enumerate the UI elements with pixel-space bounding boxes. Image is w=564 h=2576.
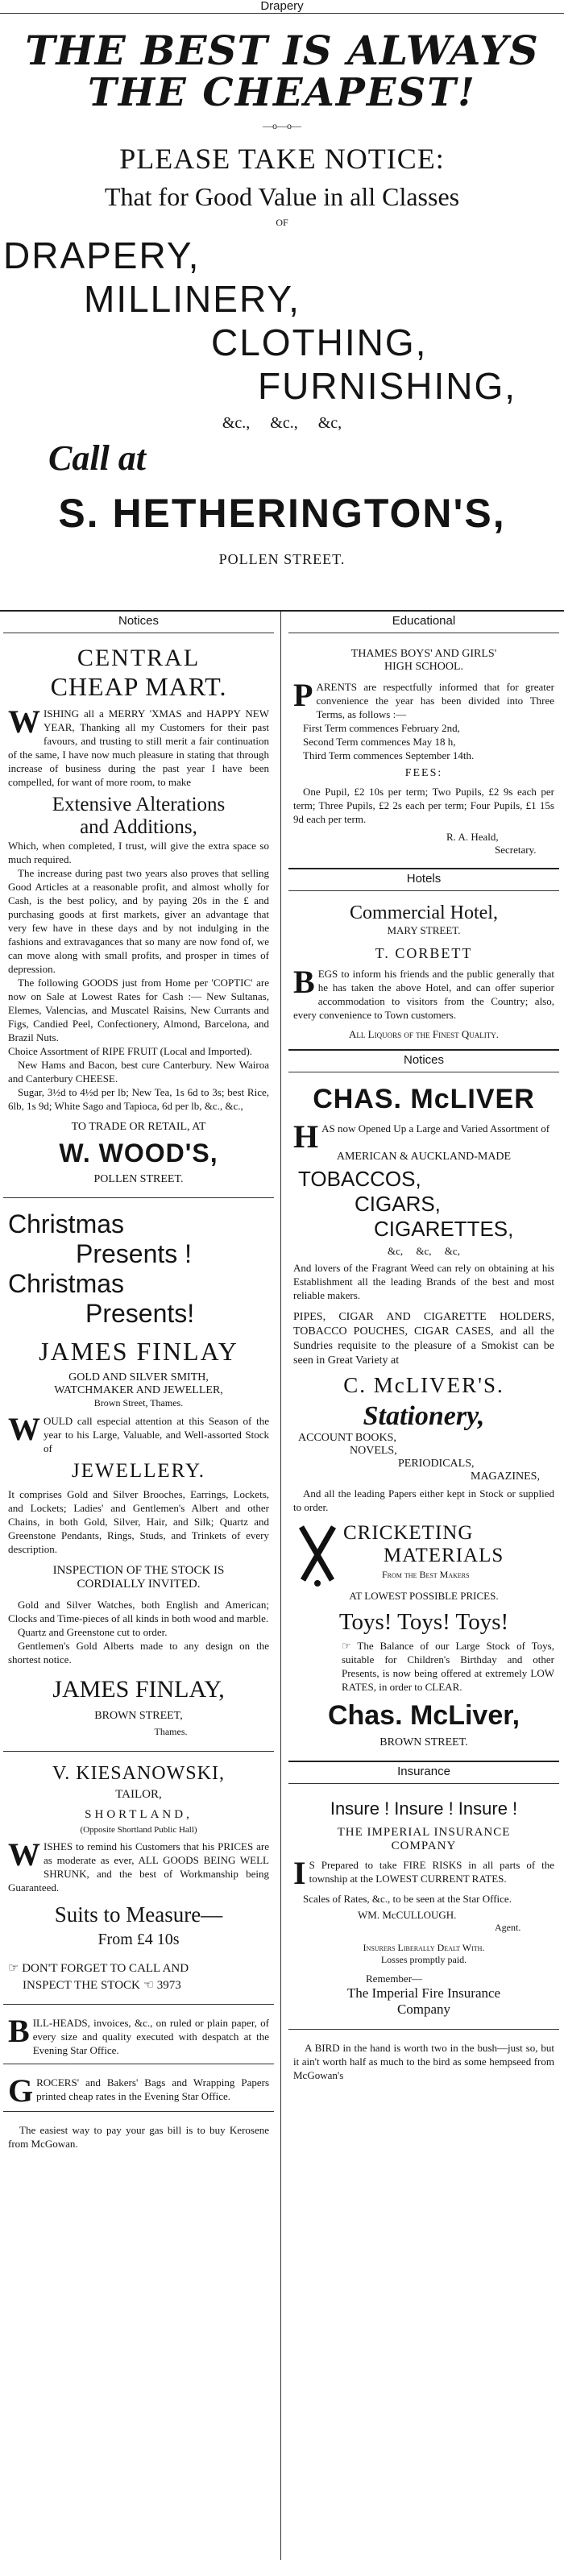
xmas-4: Presents! [85,1299,195,1328]
term-1: First Term commences February 2nd, [303,722,460,734]
insurers-1: Insurers Liberally Dealt With. [363,1942,485,1953]
dropcap: P [293,677,313,713]
mcliver-p1: AS now Opened Up a Large and Varied Assortment of [321,1122,550,1135]
school-p1: ARENTS are respectfully informed that for greater convenience the year has been divided into Three Terms, as follows :— [316,681,554,720]
mart-p3: The increase during past two years also proves that selling Good Articles at a reasonable profit, and almost wholly for Cash, is the best policy, and by paying 20s in the £ and purchasing goods at first markets, giver an advantage that very few have in these days and by not indulging in the fashions and extravagances that so many are now fond of, we can move along with small profits, and prosper in times of depression. [8,867,269,975]
remember: Remember— [366,1972,423,1985]
finlay-street: Brown Street, Thames. [93,1397,184,1408]
finlay-intro [8,1411,269,1455]
xmas-3: Christmas [8,1269,125,1298]
xmas-2: Presents ! [76,1239,193,1268]
shop-name: S. HETHERINGTON'S, [58,491,506,536]
mcliver-intro [293,1118,554,1155]
woods-street: POLLEN STREET. [93,1173,184,1185]
hotel-p1: EGS to inform his friends and the public generally that he has taken the above Hotel, and can offer superior accommodation to visitors from the Country; also, every convenience to Town customers. [293,968,554,1021]
bird-note: A BIRD in the hand is worth two in the bush—just so, but it ain't worth half as much to the bird as some hempseed from McGowan's [293,2042,554,2081]
dropcap: B [8,2013,30,2049]
school-ad [288,633,559,857]
finlay-p3: Gold and Silver Watches, both English and American; Clocks and Time-pieces of all kinds in both wood and marble. [8,1599,269,1624]
school-sig-title: Secretary. [495,844,537,856]
dropcap: H [293,1118,319,1155]
inspect-1: INSPECTION OF THE STOCK IS [52,1564,225,1577]
magazines: MAGAZINES, [471,1471,540,1483]
tobaccos: TOBACCOS, [298,1167,421,1191]
banner-line1: THE BEST IS ALWAYS [25,27,539,74]
dont-forget-2: INSPECT THE STOCK ☜ 3973 [23,1979,181,1992]
finlay-trade1: GOLD AND SILVER SMITH, [68,1371,209,1383]
mart-heading1: Extensive Alterations [52,794,226,815]
dropcap: W [8,1836,40,1873]
of-label: OF [276,217,288,228]
section-drapery-label: Drapery [260,0,304,13]
mart-p2: Which, when completed, I trust, will give the extra space so much required. [8,840,269,865]
insure-headline: Insure ! Insure ! Insure ! [330,1798,518,1819]
term-3: Third Term commences September 14th. [303,749,475,761]
insurance-p1: S Prepared to take FIRE RISKS in all parts of the township at the LOWEST CURRENT RATES. [309,1859,554,1885]
hotels-header: Hotels [406,872,442,886]
finlay-trade2: WATCHMAKER AND JEWELLER, [54,1384,223,1396]
left-column [3,612,274,2151]
finlay-p5: Gentlemen's Gold Alberts made to any design on the shortest notice. [8,1640,269,1665]
company-1: THE IMPERIAL INSURANCE [337,1826,511,1839]
hotel-ad [288,891,559,1041]
kiesanowski-ad [3,1752,274,2004]
mart-intro [8,703,269,789]
remember-3: Company [396,2001,451,2017]
furnishing-heading: FURNISHING, [258,365,516,407]
agent-title: Agent. [495,1922,521,1933]
term-2: Second Term commences May 18 h, [303,736,456,748]
mcliver-p2: AMERICAN & AUCKLAND-MADE [336,1151,512,1163]
jewellery-heading: JEWELLERY. [71,1460,206,1482]
millinery-heading: MILLINERY, [84,278,301,320]
mart-trade: TO TRADE OR RETAIL, AT [71,1121,206,1133]
finlay-name: JAMES FINLAY [39,1337,238,1366]
kerosene-note: The easiest way to pay your gas bill is to buy Kerosene from McGowan. [8,2124,269,2150]
fees-text: One Pupil, £2 10s per term; Two Pupils, £2 9s each per term; Three Pupils, £2 2s each per term; Four Pupils, £1 15s 9d each per term. [293,786,554,825]
column-divider [280,612,281,2560]
fees-heading: FEES: [404,767,443,779]
shop-street: POLLEN STREET. [218,551,346,567]
value-line: That for Good Value in all Classes [104,182,460,211]
finlay-p1: OULD call especial attention at this Season of the year to his Large, Valuable, and Well-assorted Stock of [44,1415,269,1454]
mcliver-sig: Chas. McLiver, [327,1700,520,1731]
mcliver-sig-street: BROWN STREET. [379,1736,468,1748]
banner-divider: —o—o— [263,120,301,131]
cricket-2: MATERIALS [384,1545,504,1566]
woods-name: W. WOOD'S, [59,1139,218,1168]
grocers-body [8,2072,269,2109]
etc-line: &c., &c., &c, [222,414,342,432]
novels: NOVELS, [350,1445,397,1457]
mart-title1: CENTRAL [77,645,201,671]
hotel-intro [293,964,554,1022]
finlay-p4: Quartz and Greenstone cut to order. [18,1626,168,1638]
mart-title2: CHEAP MART. [50,672,227,701]
finlay-ad [3,1198,274,1738]
periodicals: PERIODICALS, [398,1458,475,1470]
notice-heading: PLEASE TAKE NOTICE: [119,143,445,175]
mart-p7: Sugar, 3½d to 4½d per lb; New Tea, 1s 6d to 3s; best Rice, 6lb, 1s 9d; White Sago and Tapioca, 6d per lb, &c., &c., [8,1086,269,1112]
cricket-3: From the Best Makers [382,1569,470,1580]
central-cheap-mart-ad [3,633,274,1186]
school-title2: HIGH SCHOOL. [384,661,463,673]
insurance-ad [288,1784,559,2018]
spacer [8,1993,269,2004]
dropcap: G [8,2072,34,2109]
kies-place: SHORTLAND, [85,1808,193,1821]
dropcap: W [8,1411,40,1447]
kies-name: V. KIESANOWSKI, [52,1763,225,1784]
mart-heading2: and Additions, [80,816,197,838]
notices-header-right: Notices [403,1053,445,1067]
cricket-4: AT LOWEST POSSIBLE PRICES. [349,1590,499,1602]
kies-p1: ISHES to remind his Customers that his PRICES are as moderate as ever, ALL GOODS BEING WELL SHRUNK, and the best of Workmanship being Guaranteed. [8,1840,269,1894]
dropcap: B [293,964,315,1000]
drapery-heading: DRAPERY, [3,234,201,276]
hotel-street: MARY STREET. [387,924,461,936]
cricket-1: CRICKETING [343,1522,474,1544]
agent-name: WM. McCULLOUGH. [358,1909,457,1921]
mart-p4: The following GOODS just from Home per 'COPTIC' are now on Sale at Lowest Rates for Cash :— New Sultanas, Elemes, Valencias, and Muscatel Raisins, New Currants and Figs, Candied Peel, Confectionery, Almond, Barcelona, and Brazil Nuts. [8,977,269,1043]
school-title1: THAMES BOYS' AND GIRLS' [350,648,497,660]
finlay-sig-town: Thames. [154,1726,188,1737]
xmas-1: Christmas [8,1209,125,1238]
kies-trade: TAILOR, [115,1788,162,1801]
insurers-2: Losses promptly paid. [380,1954,467,1965]
cigarettes: CIGARETTES, [374,1217,514,1241]
call-at: Call at [48,438,147,478]
cricket-block [293,1520,554,1590]
mcliver-ad [288,1072,559,1749]
mart-p6: New Hams and Bacon, best cure Canterbury. New Wairoa and Canterbury CHEESE. [8,1059,269,1085]
mcliver-p4: And all the leading Papers either kept in Stock or supplied to order. [293,1487,554,1513]
finlay-p2: It comprises Gold and Silver Brooches, Earrings, Lockets, and Lockets; Ladies' and Gentlemen's Albert and other Chains, in both Gold, Silver, Hair, and Silk; Quartz and Greenstone Pendants, Rings, Studs, and Trinkets of every description. [8,1488,269,1555]
grocers-ad [3,2064,274,2111]
cigars: CIGARS, [355,1192,441,1216]
liquors-line: All Liquors of the Finest Quality. [349,1028,499,1040]
mcliver-etc: &c, &c, &c, [388,1245,460,1257]
suits-heading: Suits to Measure— [54,1902,223,1927]
mcliver-p5: ☞ The Balance of our Large Stock of Toys, suitable for Children's Birthday and other Presents, is now being offered at extremely LOW RATES, in order to CLEAR. [342,1640,554,1693]
toys-heading: Toys! Toys! Toys! [338,1609,509,1635]
cricket-bats-icon [295,1522,340,1587]
insurance-header: Insurance [397,1765,450,1778]
grocers-text: ROCERS' and Bakers' Bags and Wrapping Papers printed cheap rates in the Evening Star Office. [36,2076,269,2102]
mart-p1: ISHING all a MERRY 'XMAS and HAPPY NEW YEAR, Thanking all my Customers for their past favours, and trusting to still merit a fair continuation of the same, I have now much pleasure in stating that through increase of business during the past year I have been compelled, for want of more room, to make [8,707,269,788]
finlay-sig-street: BROWN STREET, [94,1710,183,1722]
billheads-text: ILL-HEADS, invoices, &c., on ruled or plain paper, of every size and quality executed with despatch at the Evening Star Office. [32,2017,269,2056]
dont-forget-1: ☞ DON'T FORGET TO CALL AND [8,1962,189,1975]
hetherington-ad [0,14,564,610]
billheads-ad [3,2005,274,2064]
hotel-name: Commercial Hotel, [350,902,498,923]
columns [0,612,564,2560]
suits-price: From £4 10s [97,1931,180,1948]
dropcap: W [8,703,40,740]
clothing-heading: CLOTHING, [211,321,428,363]
notices-header: Notices [118,614,160,628]
hotel-owner: T. CORBETT [375,945,473,961]
billheads-body [8,2013,269,2057]
company-2: COMPANY [391,1840,457,1852]
mcliver-pipes: PIPES, CIGAR AND CIGARETTE HOLDERS, TOBACCO POUCHES, CIGAR CASES, and all the Sundries requisite to the pleasure of a Smokist can be seen in Great Variety at [293,1311,554,1367]
kies-intro [8,1836,269,1894]
banner-line2: THE CHEAPEST! [88,70,476,115]
account-books: ACCOUNT BOOKS, [298,1432,396,1444]
mcliver-name: CHAS. McLIVER [313,1084,535,1114]
right-column [288,612,559,2082]
mart-p5: Choice Assortment of RIPE FRUIT (Local and Imported). [8,1045,253,1057]
stationery: Stationery, [363,1401,485,1431]
inspect-2: CORDIALLY INVITED. [77,1578,201,1591]
educational-header: Educational [392,614,456,628]
dropcap: I [293,1855,306,1891]
insurance-intro [293,1855,554,1891]
kies-opposite: (Opposite Shortland Public Hall) [80,1825,197,1835]
insurance-p2: Scales of Rates, &c., to be seen at the Star Office. [303,1893,512,1905]
mcliver-name2: C. McLIVER'S. [343,1373,504,1397]
school-sig: R. A. Heald, [446,831,499,843]
remember-2: The Imperial Fire Insurance [346,1985,501,2001]
mcliver-p3: And lovers of the Fragrant Weed can rely on obtaining at his Establishment all the leading Brands of the best and most reliable makers. [293,1262,554,1301]
school-intro [293,677,554,721]
finlay-sig: JAMES FINLAY, [52,1676,225,1703]
